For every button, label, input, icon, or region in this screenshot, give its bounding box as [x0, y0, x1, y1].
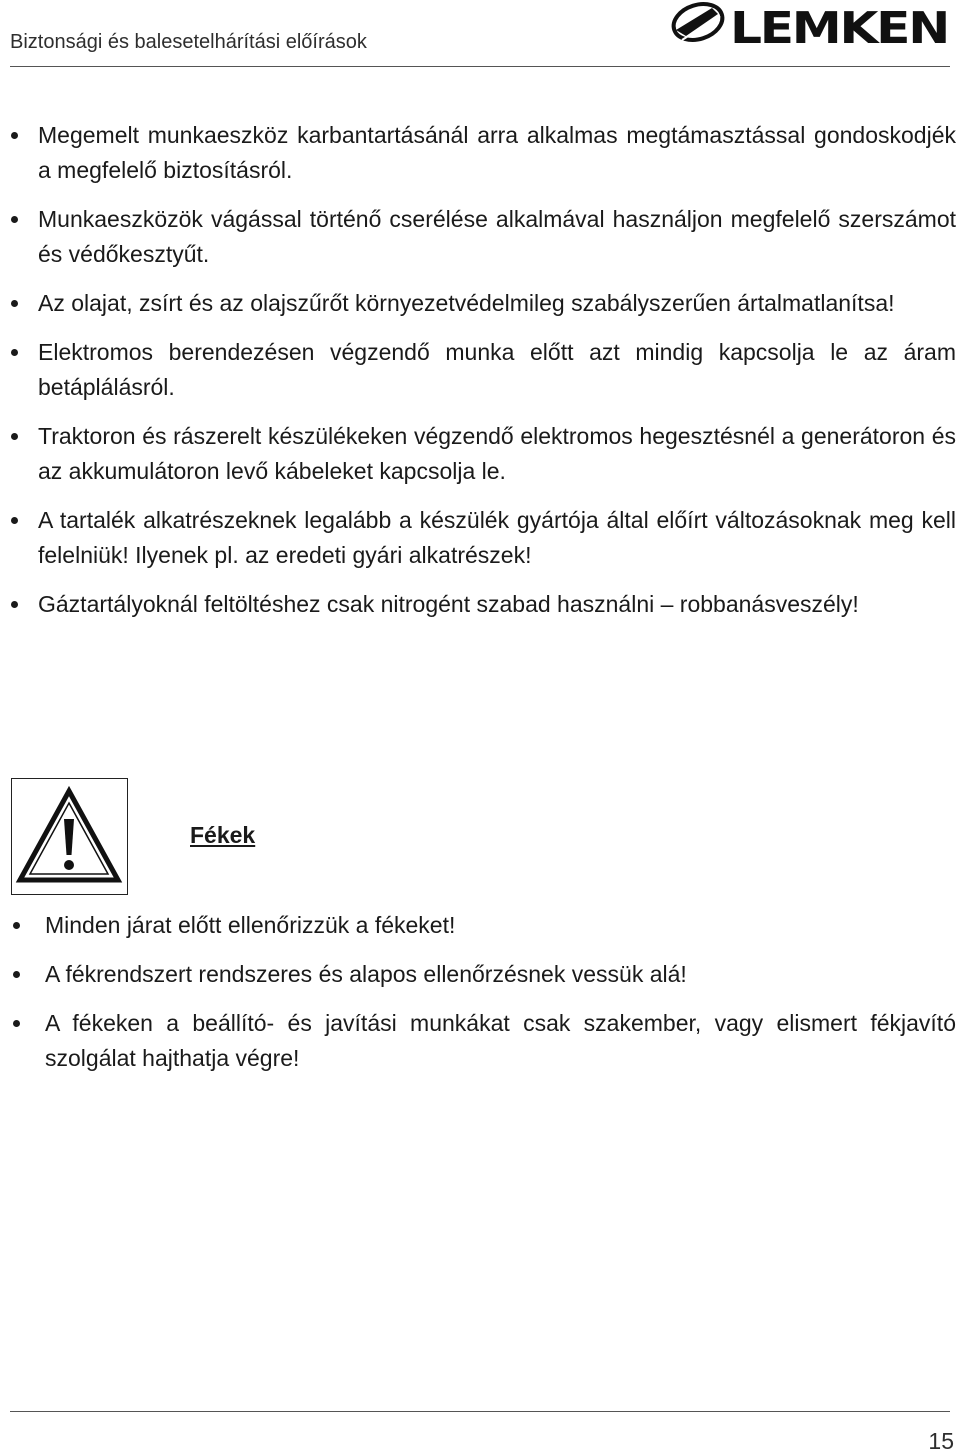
list-item [38, 587, 956, 622]
list-item-text: A tartalék alkatrészeknek legalább a készülék gyártója által előírt változásoknak meg kell felelniük! Ilyenek pl. az eredeti gyári alkatrészek! [38, 507, 956, 568]
lemken-logo [668, 0, 950, 56]
list-item-text: Megemelt munkaeszköz karbantartásánál arra alkalmas megtámasztással gondoskodjék a megfelelő biztosításról. [38, 122, 956, 183]
bullet-icon [11, 349, 18, 356]
list-item [38, 503, 956, 573]
header-divider [10, 66, 950, 67]
footer-divider [10, 1411, 950, 1412]
lemken-emblem-icon [669, 0, 727, 46]
list-item-text: Az olajat, zsírt és az olajszűrőt környezetvédelmileg szabályszerűen ártalmatlanítsa! [38, 290, 895, 316]
bullet-icon [11, 216, 18, 223]
page-header-title: Biztonsági és balesetelhárítási előírások [10, 31, 367, 53]
bullet-icon [11, 601, 18, 608]
list-item [38, 286, 956, 321]
list-item [45, 1006, 956, 1076]
bullet-icon [11, 132, 18, 139]
list-item-text: Minden járat előtt ellenőrizzük a fékeket! [45, 912, 456, 938]
list-item [38, 335, 956, 405]
safety-bullet-list [38, 118, 956, 636]
list-item [38, 419, 956, 489]
list-item-text: Traktoron és rászerelt készülékeken végzendő elektromos hegesztésnél a generátoron és az akkumulátoron levő kábeleket kapcsolja le. [38, 423, 956, 484]
warning-triangle-icon [11, 778, 128, 895]
bullet-icon [13, 922, 20, 929]
bullet-icon [13, 971, 20, 978]
brakes-bullet-list [45, 908, 956, 1090]
bullet-icon [11, 433, 18, 440]
list-item-text: Munkaeszközök vágással történő cserélése alkalmával használjon megfelelő szerszámot és védőkesztyűt. [38, 206, 956, 267]
section-title-brakes: Fékek [190, 822, 256, 848]
list-item-text: Gáztartályoknál feltöltéshez csak nitrogént szabad használni – robbanásveszély! [38, 591, 859, 617]
list-item-text: A fékeken a beállító- és javítási munkákat csak szakember, vagy elismert fékjavító szolgálat hajthatja végre! [45, 1010, 956, 1071]
list-item [45, 957, 956, 992]
bullet-icon [11, 517, 18, 524]
bullet-icon [11, 300, 18, 307]
list-item-text: Elektromos berendezésen végzendő munka előtt azt mindig kapcsolja le az áram betáplálásról. [38, 339, 956, 400]
list-item [38, 118, 956, 188]
bullet-icon [13, 1020, 20, 1027]
list-item-text: A fékrendszert rendszeres és alapos ellenőrzésnek vessük alá! [45, 961, 687, 987]
list-item [38, 202, 956, 272]
list-item [45, 908, 956, 943]
page-number: 15 [928, 1428, 954, 1454]
lemken-logo-text: LEMKEN [730, 3, 948, 54]
